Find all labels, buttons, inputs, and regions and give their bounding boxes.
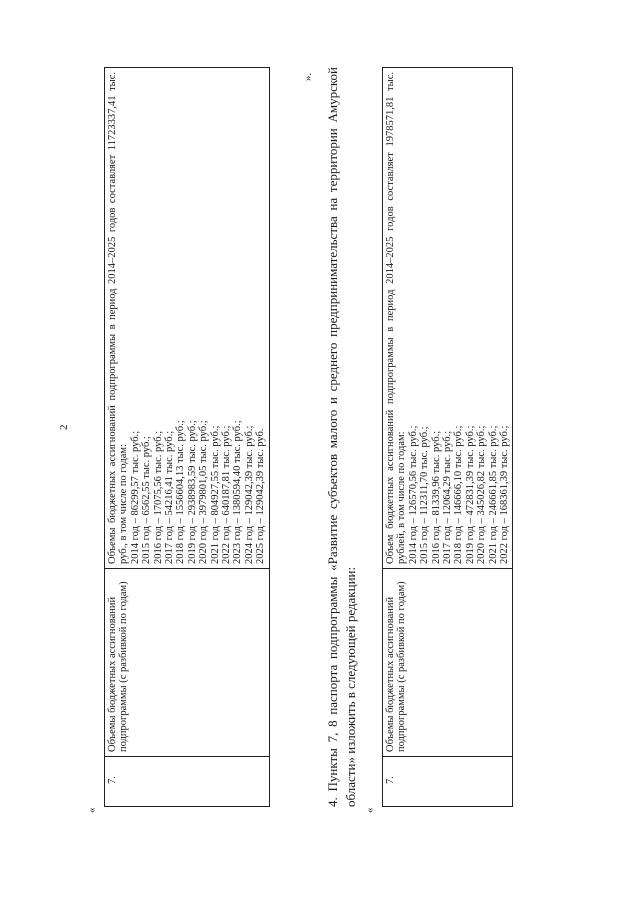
year-budget-line: 2016 год – 17075,56 тыс. руб.; bbox=[152, 430, 164, 564]
table1-row-number: 7. bbox=[105, 757, 270, 807]
table2-open-quote: « bbox=[364, 807, 376, 813]
table1-open-quote: « bbox=[86, 807, 98, 813]
table1-row-label: Объемы бюджетных ассигнований подпрограммы (с разбивкой по годам) bbox=[105, 569, 270, 757]
page-number: 2 bbox=[58, 424, 70, 430]
year-budget-line: 2018 год – 146666,10 тыс. руб.; bbox=[453, 425, 465, 564]
year-budget-line: 2022 год – 640187,81 тыс. руб.; bbox=[221, 425, 233, 564]
table2-row-value bbox=[383, 68, 513, 569]
year-budget-line: 2021 год – 804927,55 тыс. руб.; bbox=[209, 425, 221, 564]
year-budget-line: 2019 год – 472831,39 тыс. руб.; bbox=[464, 425, 476, 564]
table1-year-list bbox=[130, 72, 267, 564]
year-budget-line: 2016 год – 81339,96 тыс. руб.; bbox=[430, 430, 442, 564]
table2-row-label: Объемы бюджетных ассигнований подпрограммы (с разбивкой по годам) bbox=[383, 569, 513, 757]
table2-row-number: 7. bbox=[383, 757, 513, 807]
table1-close-quote: ». bbox=[302, 72, 314, 81]
table1-intro: Объемы бюджетных ассигнований подпрограммы в период 2014–2025 годов составляет 11723337,41 тыс. руб., в том числе по годам: bbox=[107, 72, 130, 564]
year-budget-line: 2015 год – 112311,70 тыс. руб.; bbox=[419, 426, 431, 564]
year-budget-line: 2015 год – 6562,55 тыс. руб.; bbox=[141, 436, 153, 564]
year-budget-line: 2023 год – 1380594,40 тыс. руб.; bbox=[232, 420, 244, 564]
year-budget-line: 2017 год – 12064,29 тыс. руб.; bbox=[442, 430, 454, 564]
year-budget-line: 2014 год – 126570,56 тыс. руб.; bbox=[407, 425, 419, 564]
amendment-paragraph: 4. Пункты 7, 8 паспорта подпрограммы «Развитие субъектов малого и среднего предпринимательства на территории Амурской области» изложить в следующей редакции: bbox=[325, 67, 358, 807]
year-budget-line: 2022 год – 168361,39 тыс. руб.; bbox=[499, 425, 511, 564]
table2-intro: Объем бюджетных ассигнований подпрограммы в период 2014–2025 годов составляет 1978571,81 тыс. рублей, в том числе по годам: bbox=[385, 72, 408, 564]
year-budget-line: 2021 год – 246661,85 тыс. руб.; bbox=[487, 425, 499, 564]
year-budget-line: 2025 год – 129042,39 тыс. руб. bbox=[255, 428, 267, 564]
year-budget-line: 2014 год – 86299,57 тыс. руб.; bbox=[129, 430, 141, 564]
table-row bbox=[105, 68, 270, 807]
budget-table-new bbox=[382, 67, 513, 807]
year-budget-line: 2017 год – 54216,41 тыс. руб.; bbox=[164, 430, 176, 564]
year-budget-line: 2018 год – 1556604,13 тыс. руб.; bbox=[175, 420, 187, 564]
budget-table-old bbox=[104, 67, 270, 807]
year-budget-line: 2019 год – 2938983,59 тыс. руб.; bbox=[186, 420, 198, 564]
year-budget-line: 2020 год – 345026,82 тыс. руб.; bbox=[476, 425, 488, 564]
table-row bbox=[383, 68, 513, 807]
year-budget-line: 2024 год – 129042,39 тыс. руб.; bbox=[243, 425, 255, 564]
table2-year-list bbox=[408, 72, 511, 564]
year-budget-line: 2020 год – 3979801,05 тыс. руб.; bbox=[198, 420, 210, 564]
table1-row-value bbox=[105, 68, 270, 569]
